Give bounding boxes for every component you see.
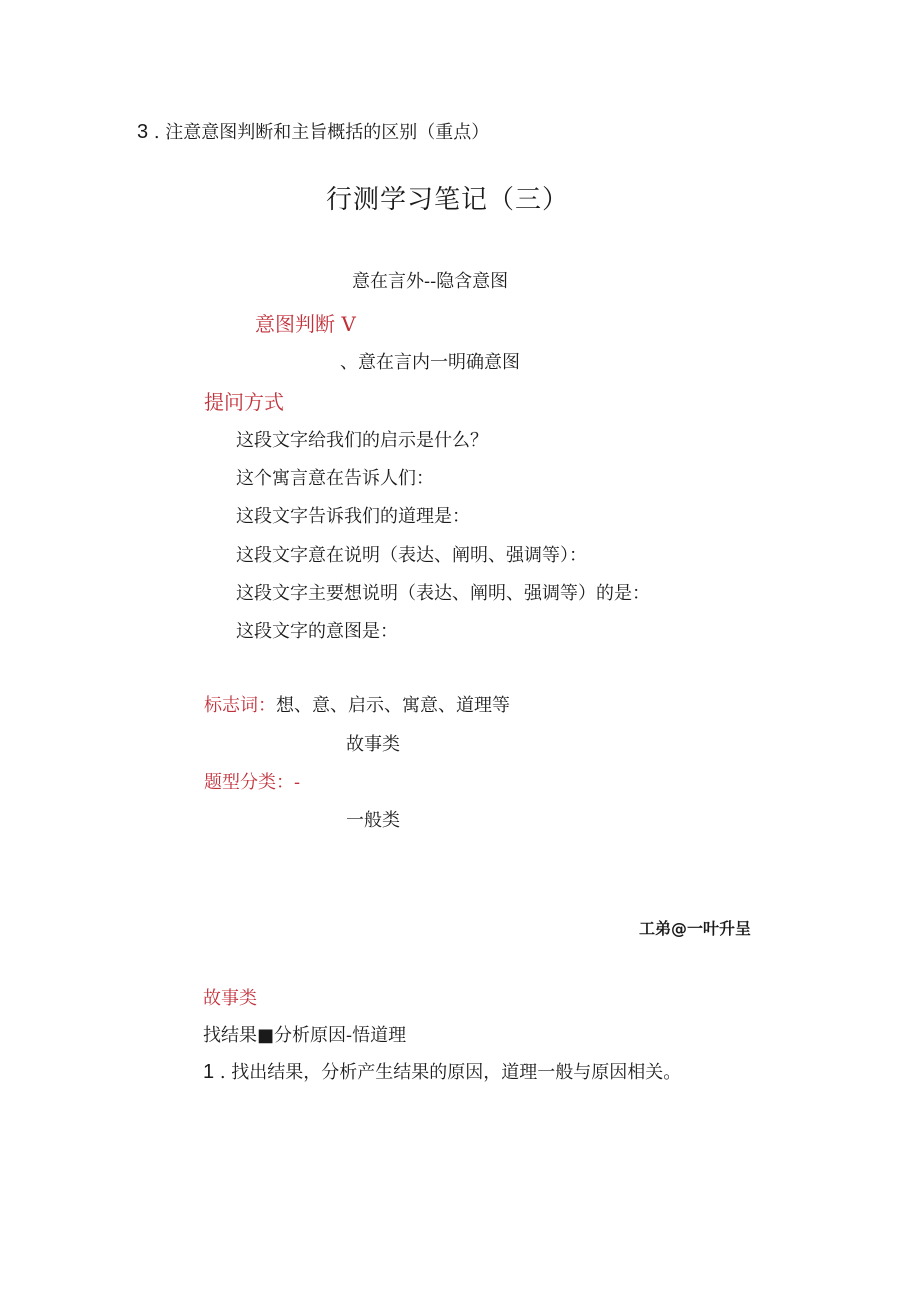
story-step (203, 1060, 681, 1084)
question-item: 这段文字给我们的启示是什么？ (236, 430, 488, 451)
question-item: 这段文字意在说明（表达、阐明、强调等）： (236, 545, 587, 566)
story-step-number: 1 (203, 1061, 215, 1083)
story-section-heading: 故事类 (203, 988, 257, 1009)
top-note-text: . 注意意图判断和主旨概括的区别（重点） (153, 122, 490, 143)
top-note-number: 3 (137, 121, 149, 143)
top-note (137, 120, 489, 144)
question-style-heading: 提问方式 (204, 390, 284, 414)
keywords-line (204, 695, 510, 717)
diagram-implicit-intent: 意在言外--隐含意图 (352, 271, 509, 292)
keywords-text: 想、意、启示、寓意、道理等 (276, 695, 510, 716)
types-label: 题型分类：- (204, 772, 301, 793)
watermark: 工弟@一叶升呈 (639, 919, 752, 938)
type-general: 一般类 (346, 810, 400, 831)
question-item: 这段文字的意图是： (236, 621, 398, 642)
story-flow: 找结果■分析原因-悟道理 (203, 1025, 407, 1046)
keywords-label: 标志词： (204, 695, 276, 716)
question-item: 这个寓言意在告诉人们： (236, 468, 434, 489)
page-title: 行测学习笔记（三） (326, 185, 570, 215)
diagram-explicit-intent: 、意在言内一明确意图 (340, 352, 520, 373)
diagram-intent-judgment-label: 意图判断 V (255, 312, 356, 336)
story-step-text: . 找出结果，分析产生结果的原因，道理一般与原因相关。 (219, 1062, 682, 1083)
type-story: 故事类 (346, 734, 400, 755)
question-item: 这段文字主要想说明（表达、阐明、强调等）的是： (236, 583, 650, 604)
question-item: 这段文字告诉我们的道理是： (236, 506, 470, 527)
